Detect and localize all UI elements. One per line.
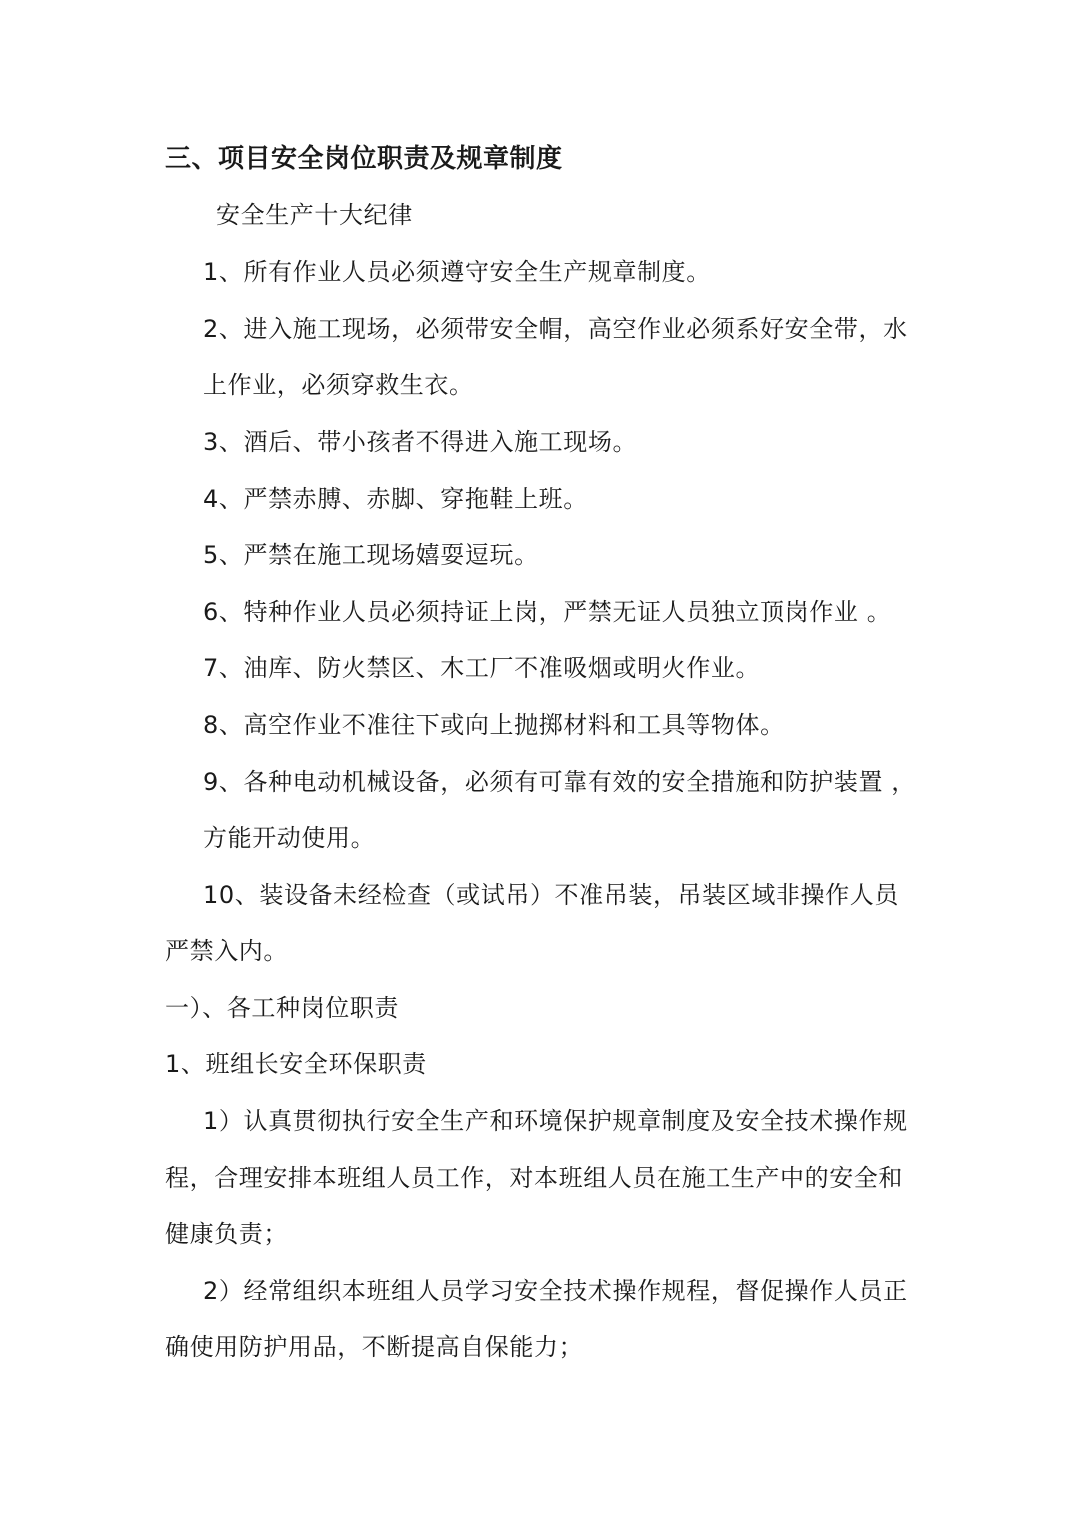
- discipline-item-9-line-2: 方能开动使用。: [203, 824, 376, 852]
- discipline-item-7: 7、油库、防火禁区、木工厂不准吸烟或明火作业。: [203, 654, 761, 682]
- duty-1-line-2: 程，合理安排本班组人员工作，对本班组人员在施工生产中的安全和: [165, 1164, 903, 1192]
- discipline-item-9-line-1: 9、各种电动机械设备，必须有可靠有效的安全措施和防护装置 ，: [203, 768, 916, 796]
- subsection-title: 一）、各工种岗位职责: [165, 994, 399, 1022]
- discipline-item-10-line-1: 10、装设备未经检查（或试吊）不准吊装，吊装区域非操作人员: [203, 881, 899, 909]
- discipline-item-6: 6、特种作业人员必须持证上岗，严禁无证人员独立顶岗作业 。: [203, 598, 892, 626]
- duty-2-line-1: 2）经常组织本班组人员学习安全技术操作规程，督促操作人员正: [203, 1277, 908, 1305]
- duty-1-line-1: 1）认真贯彻执行安全生产和环境保护规章制度及安全技术操作规: [203, 1107, 908, 1135]
- discipline-item-10-line-2: 严禁入内。: [165, 937, 288, 965]
- discipline-item-2-line-2: 上作业，必须穿救生衣。: [203, 371, 474, 399]
- subtitle: 安全生产十大纪律: [216, 201, 413, 229]
- duty-1-line-3: 健康负责；: [165, 1220, 288, 1248]
- duty-heading: 1、班组长安全环保职责: [165, 1050, 427, 1078]
- discipline-item-1: 1、所有作业人员必须遵守安全生产规章制度。: [203, 258, 711, 286]
- discipline-item-3: 3、酒后、带小孩者不得进入施工现场。: [203, 428, 638, 456]
- section-heading: 三、项目安全岗位职责及规章制度: [165, 144, 563, 174]
- discipline-item-8: 8、高空作业不准往下或向上抛掷材料和工具等物体。: [203, 711, 785, 739]
- discipline-item-4: 4、严禁赤膊、赤脚、穿拖鞋上班。: [203, 485, 588, 513]
- duty-2-line-2: 确使用防护用品，不断提高自保能力；: [165, 1333, 584, 1361]
- discipline-item-2-line-1: 2、进入施工现场，必须带安全帽，高空作业必须系好安全带，水: [203, 315, 908, 343]
- discipline-item-5: 5、严禁在施工现场嬉耍逗玩。: [203, 541, 539, 569]
